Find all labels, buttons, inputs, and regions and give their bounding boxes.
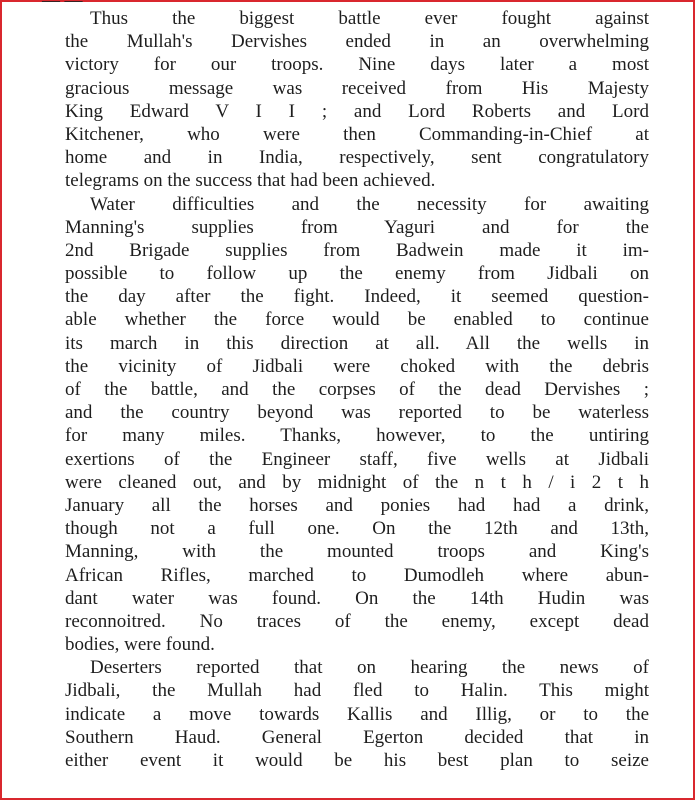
text-line: African Rifles, marched to Dumodleh where abun- (65, 564, 649, 586)
text-line: its march in this direction at all. All the wells in (65, 332, 649, 354)
text-line: Southern Haud. General Egerton decided that in (65, 726, 649, 748)
text-line: were cleaned out, and by midnight of the n t h / i 2 t h (65, 471, 649, 493)
text-line: victory for our troops. Nine days later a most (65, 54, 649, 76)
text-line: King Edward V I I ; and Lord Roberts and Lord (65, 100, 649, 122)
text-line: Manning's supplies from Yaguri and for the (65, 216, 649, 238)
text-line: the vicinity of Jidbali were choked with the debris (65, 355, 649, 377)
text-line: the day after the fight. Indeed, it seemed question- (65, 286, 649, 308)
paragraph (65, 656, 649, 772)
text-line: of the battle, and the corpses of the dead Dervishes ; (65, 379, 649, 400)
text-line: indicate a move towards Kallis and Illig, or to the (65, 703, 649, 725)
text-line: Jidbali, the Mullah had fled to Halin. This might (65, 680, 649, 702)
text-line: though not a full one. On the 12th and 13th, (65, 518, 649, 540)
text-line: for many miles. Thanks, however, to the untiring (65, 425, 649, 447)
text-line: exertions of the Engineer staff, five wells at Jidbali (65, 448, 649, 470)
text-line: and the country beyond was reported to be waterless (65, 402, 649, 424)
text-line: bodies, were found. (65, 634, 215, 656)
text-line: Water difficulties and the necessity for awaiting (90, 193, 649, 215)
text-line: able whether the force would be enabled to continue (65, 309, 649, 331)
text-line: telegrams on the success that had been achieved. (65, 170, 436, 192)
text-line: Manning, with the mounted troops and King's (65, 541, 649, 563)
document-body (65, 7, 649, 772)
text-line: reconnoitred. No traces of the enemy, except dead (65, 610, 649, 632)
text-line: Deserters reported that on hearing the news of (90, 657, 649, 679)
text-line: Kitchener, who were then Commanding-in-Chief at (65, 123, 649, 145)
text-line: the Mullah's Dervishes ended in an overwhelming (65, 31, 649, 53)
text-line: gracious message was received from His Majesty (65, 77, 649, 99)
paragraph (65, 7, 649, 193)
text-line: Thus the biggest battle ever fought against (90, 8, 649, 29)
text-line: either event it would be his best plan to seize (65, 750, 649, 771)
text-line: home and in India, respectively, sent congratulatory (65, 147, 649, 169)
partial-top-line: — — (42, 0, 83, 10)
text-line: 2nd Brigade supplies from Badwein made it im- (65, 239, 649, 261)
text-line: dant water was found. On the 14th Hudin was (65, 587, 649, 609)
text-line: possible to follow up the enemy from Jidbali on (65, 263, 649, 285)
text-line: January all the horses and ponies had had a drink, (65, 494, 649, 516)
paragraph (65, 193, 649, 657)
